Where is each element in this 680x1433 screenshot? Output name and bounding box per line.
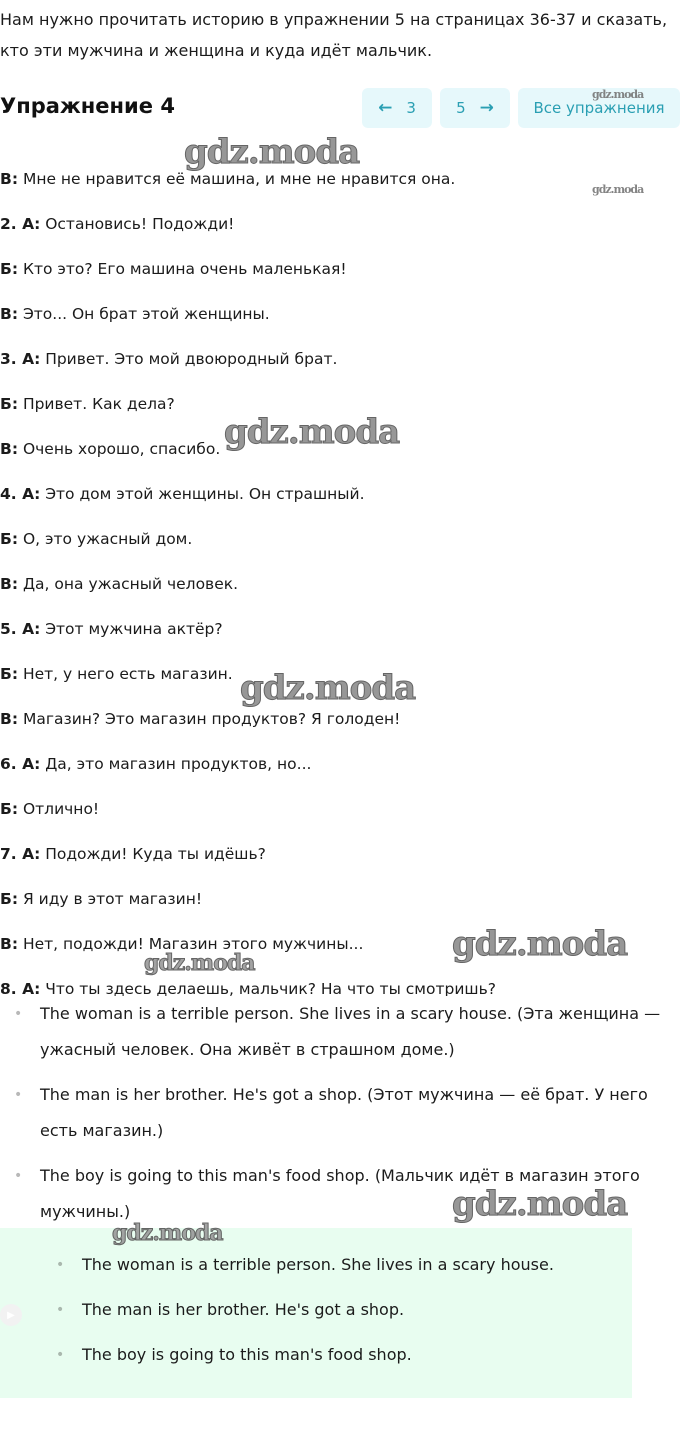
arrow-left-icon: ← — [378, 98, 393, 118]
watermark-logo: gdz.moda — [184, 132, 360, 172]
dialogue-line: Б: Привет. Как дела? — [0, 395, 175, 413]
watermark-logo: gdz.moda — [144, 950, 255, 976]
dialogue-line: 7. А: Подожди! Куда ты идёшь? — [0, 845, 266, 863]
intro-text: Нам нужно прочитать историю в упражнении 5 на страницах 36-37 и сказать, кто эти мужчина и женщина и куда идёт мальчик. — [0, 10, 668, 60]
dialogue-line: Б: О, это ужасный дом. — [0, 530, 193, 548]
all-exercises-button[interactable]: Все упражнения — [518, 88, 680, 128]
watermark-logo: gdz.moda — [112, 1220, 223, 1246]
answer-box — [0, 1228, 632, 1398]
watermark-logo: gdz.moda — [224, 412, 400, 452]
dialogue-line: Б: Отлично! — [0, 800, 100, 818]
exercise-title: Упражнение 4 — [0, 94, 175, 118]
prev-exercise-button[interactable] — [362, 88, 432, 128]
dialogue-line: Б: Нет, у него есть магазин. — [0, 665, 233, 683]
answer-item: • The woman is a terrible person. She lives in a scary house. (Эта женщина — ужасный человек. Она живёт в страшном доме.) — [14, 996, 664, 1068]
dialogue-line: 2. А: Остановись! Подожди! — [0, 215, 235, 233]
dialogue-line: 4. А: Это дом этой женщины. Он страшный. — [0, 485, 365, 503]
dialogue-line: 5. А: Этот мужчина актёр? — [0, 620, 223, 638]
answer-box-item: • The woman is a terrible person. She lives in a scary house. — [56, 1250, 554, 1295]
dialogue-line: Б: Кто это? Его машина очень маленькая! — [0, 260, 347, 278]
dialogue-line: В: Да, она ужасный человек. — [0, 575, 239, 593]
answer-item: • The man is her brother. He's got a shop. (Этот мужчина — её брат. У него есть магазин.) — [14, 1077, 664, 1149]
dialogue-text — [0, 162, 680, 996]
dialogue-line: В: Это... Он брат этой женщины. — [0, 305, 270, 323]
dialogue-line: 8. А: Что ты здесь делаешь, мальчик? На что ты смотришь? — [0, 980, 496, 996]
watermark-logo: gdz.moda — [452, 924, 628, 964]
dialogue-line: В: Очень хорошо, спасибо. — [0, 440, 221, 458]
play-icon[interactable]: ▶ — [0, 1304, 22, 1326]
dialogue-line: В: Нет, подожди! Магазин этого мужчины... — [0, 935, 364, 953]
next-exercise-button[interactable] — [440, 88, 510, 128]
watermark-logo: gdz.moda — [592, 183, 644, 196]
answer-box-item: • The boy is going to this man's food shop. — [56, 1340, 554, 1385]
watermark-logo: gdz.moda — [592, 88, 644, 101]
dialogue-line: В: Мне не нравится её машина, и мне не нравится она. — [0, 170, 456, 188]
watermark-logo: gdz.moda — [240, 668, 416, 708]
prev-exercise-label: 3 — [406, 99, 416, 117]
answer-item: • The boy is going to this man's food shop. (Мальчик идёт в магазин этого мужчины.) — [14, 1158, 664, 1230]
answer-box-item: • The man is her brother. He's got a shop. — [56, 1295, 554, 1340]
exercise-header — [0, 88, 680, 128]
arrow-right-icon: → — [479, 98, 494, 118]
dialogue-line: 3. А: Привет. Это мой двоюродный брат. — [0, 350, 338, 368]
watermark-logo: gdz.moda — [452, 1184, 628, 1224]
dialogue-line: Б: Я иду в этот магазин! — [0, 890, 203, 908]
dialogue-line: В: Магазин? Это магазин продуктов? Я голоден! — [0, 710, 401, 728]
dialogue-line: 6. А: Да, это магазин продуктов, но... — [0, 755, 312, 773]
next-exercise-label: 5 — [456, 99, 466, 117]
